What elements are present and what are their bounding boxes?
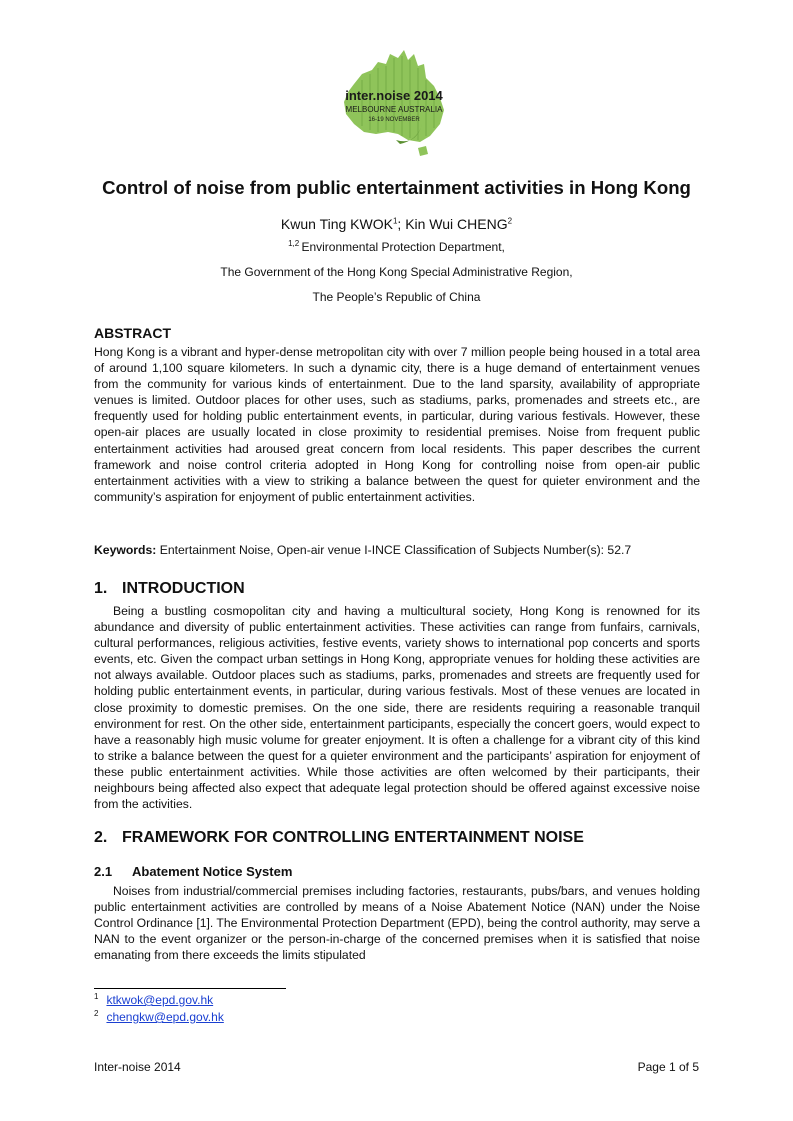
section-2-heading (94, 829, 584, 847)
author-1: Kwun Ting KWOK (280, 216, 393, 232)
section-1-heading (94, 580, 245, 598)
footnote-1 (94, 993, 213, 1007)
affiliation-line-3: The People’s Republic of China (312, 290, 481, 304)
section-1-text: Being a bustling cosmopolitan city and having a multicultural society, Hong Kong is renowned for its abundance and diversity of public entertainment activities. These activities can range from funfairs, carnivals, cultural performances, religious activities, festive events, variety shows to international pop concerts and sports events, etc. Given the compact urban settings in Hong Kong, appropriate venues for holding these activities are not always available. Outdoor places such as stadiums, parks, promenades and streets are frequently used for holding public entertainment events, in particular, during various festivals. Most of these venues are located in close proximity to domestic premises. On the one side, there are residents requiring a reasonable tranquil environment for rest. On the other side, entertainment participants, especially the concert goers, would expect to have a reasonably high music volume for greater enjoyment. It is often a challenge for a vibrant city of this kind to strike a balance between the quest for a quieter environment and the participants’ aspiration for enjoyment of these public entertainment activities. While those activities are often welcomed by their participants, their neighbours being affected also expect that adequate legal protection should be offered against excessive noise from the activities. (94, 604, 700, 812)
logo-location: MELBOURNE AUSTRALIA (345, 105, 443, 114)
affiliation-line-1 (0, 240, 793, 254)
logo-name: inter.noise 2014 (345, 88, 443, 103)
author-separator: ; (397, 216, 406, 232)
section-1-title: INTRODUCTION (122, 580, 245, 597)
author-2: Kin Wui CHENG (405, 216, 508, 232)
footnote-2-marker: 2 (94, 1009, 99, 1018)
footnote-divider (94, 988, 286, 989)
australia-map-logo (332, 40, 456, 165)
logo-dates: 16-19 NOVEMBER (368, 117, 420, 123)
section-2-1-heading (94, 864, 292, 879)
section-2-number: 2. (94, 829, 108, 846)
footnote-1-marker: 1 (94, 992, 99, 1001)
section-2-1-title: Abatement Notice System (132, 864, 293, 879)
abstract-heading: ABSTRACT (94, 325, 171, 341)
section-1-number: 1. (94, 580, 108, 597)
tasmania-shape (418, 146, 428, 156)
author-2-sup: 2 (507, 216, 513, 226)
keywords-line (94, 542, 700, 558)
footer-page-number: Page 1 of 5 (637, 1060, 699, 1074)
keywords-label: Keywords: (94, 543, 157, 557)
affiliation-sup: 1,2 (288, 239, 302, 248)
author-line (0, 216, 793, 232)
footnote-1-email-link[interactable]: ktkwok@epd.gov.hk (106, 993, 214, 1007)
affiliation-dept: Environmental Protection Department, (301, 240, 505, 254)
conference-logo (332, 40, 456, 165)
footer-conference: Inter-noise 2014 (94, 1060, 181, 1074)
section-2-1-text: Noises from industrial/commercial premises including factories, restaurants, pubs/bars, and venues holding public entertainment activities are controlled by means of a Noise Abatement Notice (NAN) under the Noise Control Ordinance [1]. The Environmental Protection Department (EPD), being the control authority, may serve a NAN to the event organizer or the person-in-charge of the concerned premises when it is satisfied that noise emanating from there exceeds the limits stipulated (94, 884, 700, 963)
paper-title: Control of noise from public entertainment activities in Hong Kong (102, 177, 691, 198)
keywords-text: Entertainment Noise, Open-air venue I-INCE Classification of Subjects Number(s): 52.7 (156, 543, 632, 557)
affiliation-line-2: The Government of the Hong Kong Special Administrative Region, (220, 265, 573, 279)
author-1-sup: 1 (392, 216, 398, 226)
section-2-title: FRAMEWORK FOR CONTROLLING ENTERTAINMENT NOISE (122, 829, 584, 846)
abstract-text: Hong Kong is a vibrant and hyper-dense metropolitan city with over 7 million people being housed in a total area of around 1,100 square kilometers. In such a dynamic city, there is a huge demand of entertainment venues from the community for various kinds of entertainment. Due to the land sparsity, availability of appropriate venues is limited. Outdoor places for other uses, such as stadiums, parks, promenades and streets etc., are frequently used for holding public entertainment events, in particular, during various festivals. However, these open-air places are usually located in close proximity to residential premises. Noise from frequent public entertainment activities had aroused great concern from local residents. This paper describes the current framework and noise control criteria adopted in Hong Kong for controlling noise from open-air public entertainment activities with a view to striking a balance between the quest for quieter environment and the community’s aspiration for enjoyment of public entertainment activities. (94, 345, 700, 504)
section-2-1-number: 2.1 (94, 864, 113, 879)
footnote-2 (94, 1010, 224, 1024)
footnote-2-email-link[interactable]: chengkw@epd.gov.hk (106, 1010, 224, 1024)
